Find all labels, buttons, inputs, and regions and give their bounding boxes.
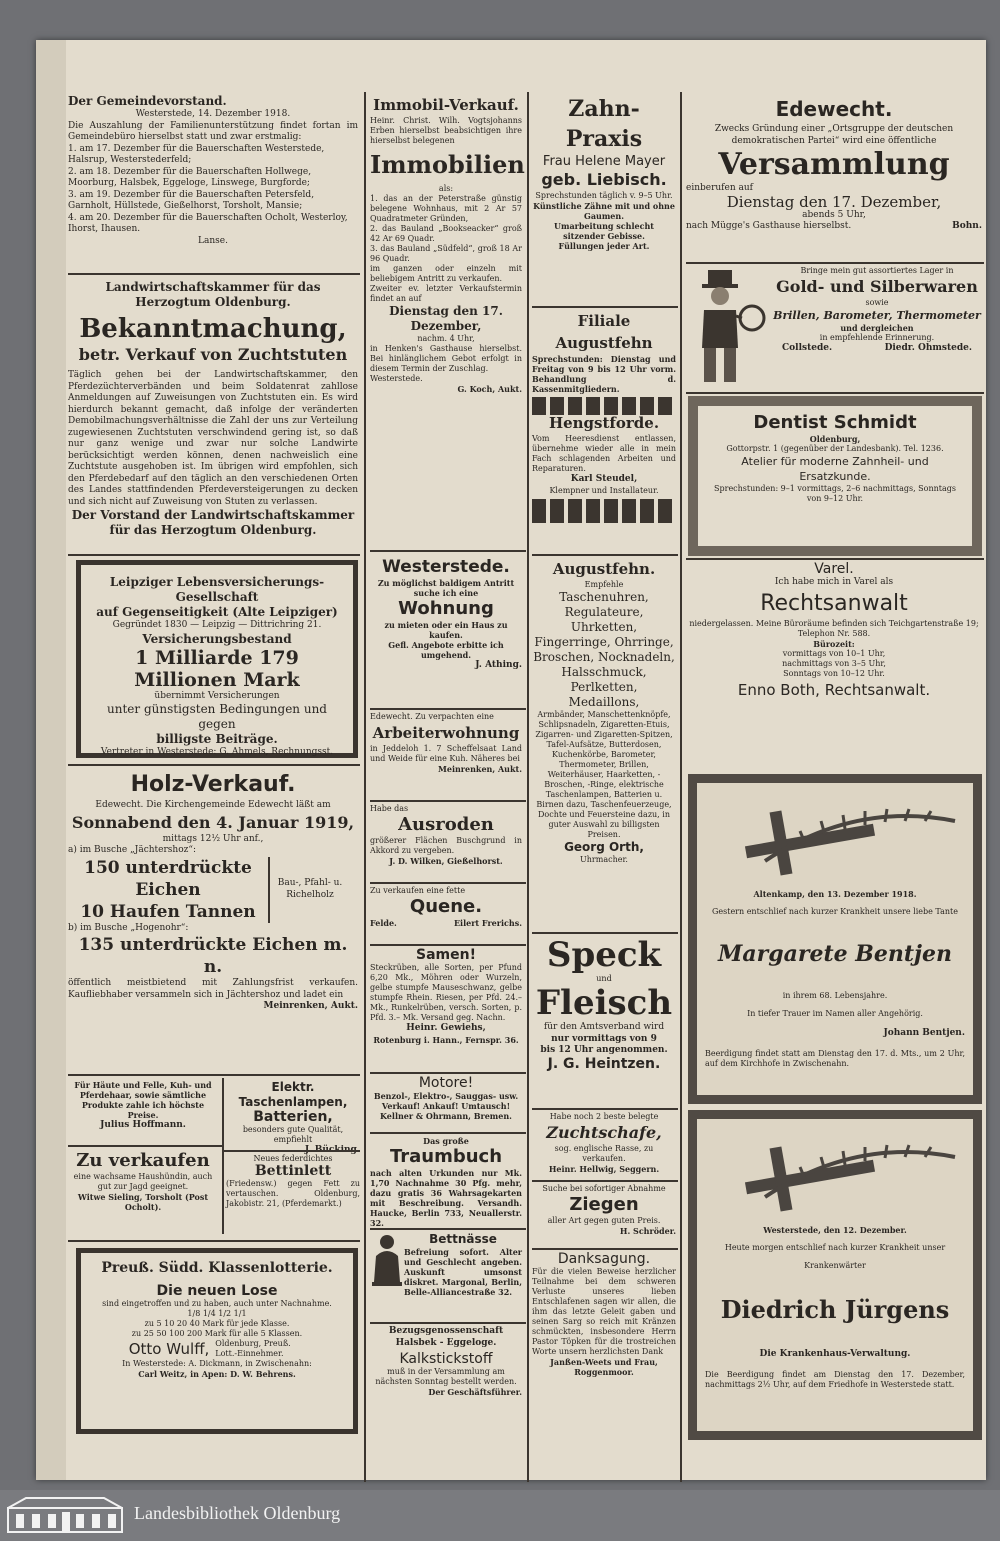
verkaufen-ad: [68, 1150, 218, 1234]
ad-line: sind eingetroffen und zu haben, auch unter Nachnahme.: [102, 1299, 332, 1308]
ad-line: Carl Weitz, in Apen: D. W. Behrens.: [138, 1369, 296, 1379]
ad-line: Zu verkaufen eine fette: [370, 886, 466, 895]
signature: Roggenmoor.: [574, 1367, 634, 1377]
section-rule: [532, 554, 678, 556]
list-item: Uhrketten,: [570, 620, 638, 634]
wohnung-ad: [370, 556, 522, 706]
signature: Felde.: [370, 918, 397, 928]
ad-line: (Friedensw.) gegen Fett zu vertauschen. Oldenburg, Jakobistr. 21, (Pferdemarkt.): [226, 1179, 360, 1208]
ad-line: und dergleichen: [840, 323, 914, 333]
danksagung-ad: [532, 1252, 676, 1438]
signature: Julius Hoffmann.: [100, 1120, 186, 1130]
traumbuch-ad: [370, 1136, 522, 1226]
ad-line: Zwecks Gründung einer „Ortsgruppe der deutschen demokratischen Partei“ wird eine öffentliche: [714, 124, 954, 146]
ad-line: Neues federdichtes: [253, 1154, 333, 1163]
ad-title: geb. Liebisch.: [541, 170, 667, 189]
ad-line: als:: [438, 184, 454, 193]
ad-line: Steckrüben, alle Sorten, per Pfund 6,20 Mk., Möhren oder Wurzeln, gelbe stumpfe Mauseschwanz, gelbe stumpfe Rhein. Riesen, per Pfd. 24.– Mk., Runkelrüben, versch. Sorten, p. Pfd. 3.– Mk. Versand geg. Nachn.: [370, 963, 522, 1022]
ad-line: 1/8 1/4 1/2 1/1: [187, 1309, 247, 1318]
lotterie-ad: [76, 1248, 358, 1434]
list-item: 2. am 18. Dezember für die Bauerschaften Hollwege, Moorburg, Halsbek, Eggeloge, Linswege, Burgforde;: [68, 166, 312, 188]
ad-line: für den Amtsverband wird: [543, 1022, 665, 1032]
list-item: 4. am 20. Dezember für die Bauerschaften Ocholt, Westerloy, Ihorst, Ihausen.: [68, 212, 348, 234]
bettinlett-ad: [226, 1154, 360, 1236]
signature: Rotenburg i. Hann., Fernspr. 36.: [373, 1034, 519, 1045]
ad-line: in Henken's Gasthause hierselbst. Bei hinlänglichem Gebot erfolgt in diesem Termin der Zuschlag.: [370, 344, 522, 373]
list-item: 1. am 17. Dezember für die Bauerschaften Westerstede, Halsrup, Westerstederfeld;: [68, 143, 325, 165]
notice-subtitle: betr. Verkauf von Zuchtstuten: [78, 345, 348, 364]
ad-line: Umarbeitung schlecht sitzender Gebisse.: [554, 221, 654, 241]
notice-title: Bekanntmachung,: [79, 314, 347, 344]
ad-line: Heinr. Christ. Wilh. Vogtsjohanns Erben hierselbst beabsichtigen ihre hierselbst belegenen: [370, 116, 522, 145]
ad-line: zu 5 10 20 40 Mark für jede Klasse.: [144, 1319, 290, 1328]
list-item: 3. am 19. Dezember für die Bauerschaften Petersfeld, Garnholt, Hüllstede, Gießelhorst, Torsholt, Mansie;: [68, 189, 315, 211]
watchmaker-figure-icon: [686, 270, 768, 388]
signature: Johann Bentjen.: [883, 1028, 965, 1038]
ad-line: Sprechstunden: Dienstag und Freitag von 9 bis 12 Uhr vorm. Behandlung d. Kassenmitgliedern.: [532, 354, 676, 394]
section-rule: [532, 306, 678, 308]
section-rule: [686, 558, 984, 560]
signature: Lanse.: [198, 235, 228, 246]
signature: J. G. Heintzen.: [547, 1055, 661, 1072]
zahn-praxis-ad: [532, 94, 676, 304]
section-rule: [532, 1108, 678, 1110]
ad-line: In Westerstede: A. Dickmann, in Zwischenahn:: [122, 1359, 312, 1368]
ad-title: Wohnung: [398, 598, 494, 619]
ad-line: Krankenwärter: [804, 1261, 866, 1270]
ad-title: Motore!: [418, 1075, 474, 1091]
ad-line: Sonntags von 10–12 Uhr.: [783, 668, 885, 678]
augustfehn-ad: [532, 558, 676, 930]
ad-line: übernimmt Versicherungen: [154, 690, 280, 701]
ad-line: billigste Beiträge.: [156, 732, 278, 746]
ad-title: Holz-Verkauf.: [130, 772, 296, 797]
ad-name: Otto Wulff,: [128, 1339, 210, 1358]
ad-line: Zweiter ev. letzter Verkaufstermin findet an auf: [370, 284, 522, 303]
section-rule: [68, 554, 360, 556]
section-rule: [68, 1145, 222, 1147]
ad-head: Bezugsgenossenschaft Halsbek - Eggeloge.: [388, 1326, 504, 1348]
gold-silber-ad: [686, 266, 982, 392]
ad-title: Gold- und Silberwaren: [776, 277, 978, 296]
ad-line: Benzol-, Elektro-, Sauggas- usw. Verkauf! Ankauf! Umtausch! Kellner & Ohrmann, Bremen.: [373, 1091, 519, 1121]
signature: Heinr. Hellwig, Seggern.: [548, 1164, 660, 1174]
ad-title: Zuchtschafe,: [546, 1123, 662, 1142]
ad-line: Ich habe mich in Varel als: [774, 577, 894, 587]
deceased-name: Diedrich Jürgens: [720, 1295, 950, 1324]
ad-line: a) im Busche „Jächtershoz“:: [68, 845, 196, 855]
ad-date: Dienstag den 17. Dezember,: [726, 192, 942, 211]
section-rule: [532, 1248, 678, 1250]
ad-title: Samen!: [416, 947, 476, 963]
ad-line: muß in der Versammlung am nächsten Sonntag bestellt werden.: [375, 1367, 517, 1386]
signature: Janßen-Weets und Frau,: [550, 1357, 658, 1367]
ad-line: Atelier für moderne Zahnheil- und Ersatzkunde.: [741, 455, 929, 483]
ad-line: bis 12 Uhr angenommen.: [540, 1045, 668, 1055]
signature: Georg Orth,: [564, 840, 644, 854]
ad-date: Dienstag den 17. Dezember,: [389, 304, 503, 333]
list-item: 1. das an der Peterstraße günstig belegene Wohnhaus, mit 2 Ar 57 Quadratmeter Gründen,: [370, 194, 522, 223]
ad-line: auf Gegenseitigkeit (Alte Leipziger): [96, 605, 338, 619]
ad-line: Edewecht. Zu verpachten eine: [370, 712, 494, 721]
deceased-name: Margarete Bentjen: [718, 941, 952, 967]
ad-line: aller Art gegen guten Preis.: [547, 1216, 661, 1225]
signature: Diedr. Ohmstede.: [884, 343, 972, 353]
list-item: Halsschmuck, Perlketten,: [561, 665, 647, 694]
ad-line: Bringe mein gut assortiertes Lager in: [800, 266, 954, 275]
signature: Der Vorstand der Landwirtschaftskammer: [71, 508, 355, 522]
ad-line: Das große: [423, 1136, 469, 1146]
section-rule: [686, 262, 984, 264]
filiale-ad: [532, 310, 676, 410]
dateline: Altenkamp, den 13. Dezember 1918.: [753, 889, 917, 899]
signature: Collstede.: [782, 343, 833, 353]
column-rule: [680, 92, 682, 1482]
ad-head: Immobil-Verkauf.: [373, 96, 519, 114]
dateline: Westerstede, 14. Dezember 1918.: [135, 109, 291, 119]
ad-line: nach Mügge's Gasthause hierselbst.: [686, 221, 852, 231]
death-notice-juergens: [688, 1110, 982, 1440]
signature: für das Herzogtum Oldenburg.: [109, 523, 317, 537]
page-binding-edge: [36, 40, 66, 1480]
section-rule: [68, 764, 360, 766]
ad-date: Sonnabend den 4. Januar 1919,: [71, 812, 355, 832]
section-rule: [686, 392, 984, 394]
ad-line: Die Beerdigung findet am Dienstag den 17. Dezember, nachmittags 2½ Uhr, auf dem Friedhofe in Westerstede statt.: [705, 1369, 965, 1389]
ad-line: im ganzen oder einzeln mit beliebigem Antritt zu verkaufen.: [370, 264, 522, 283]
ad-line: Suche bei sofortiger Abnahme: [542, 1184, 666, 1193]
section-rule: [370, 550, 526, 552]
section-rule: [532, 1180, 678, 1182]
section-rule: [370, 882, 526, 884]
immobil-ad: [370, 94, 525, 554]
signature: Eilert Frerichs.: [453, 918, 522, 928]
notice-body: Täglich gehen bei der Landwirtschaftskammer, den Pferdezüchterverbänden und beim Soldatenrat zahllose Anmeldungen auf Zuweisungen von Zuchtstuten ein. Es wird hierdurch bekannt gemacht, daß infolge der veränderten Demobilmachungsverhältnisse die Zahl der uns zur Verteilung zugewiesenen Zuchtstuten verschwindend gering ist, so daß nur ganz wenige und zwar nur solche Landwirte berücksichtigt werden können, denen nachweislich eine Zuchtstute ausgehoben ist. Im übrigen wird empfohlen, sich den Pferdebedarf auf den täglich an den verschiedenen Orten des Landes stattfindenden Pferdeversteigerungen zu decken und sich nicht auf Zuweisung von Stuten zu verlassen.: [68, 370, 358, 507]
ad-head: Preuß. Südd. Klassenlotterie.: [101, 1260, 333, 1276]
section-rule: [370, 1072, 526, 1074]
ad-line: abends 5 Uhr,: [802, 209, 866, 220]
ad-line: Füllungen jeder Art.: [558, 241, 650, 251]
ad-town: Varel.: [814, 561, 854, 577]
list-item: Taschenuhren, Regulateure,: [559, 590, 649, 619]
newspaper-page: [36, 40, 986, 1480]
ad-title: Danksagung.: [557, 1251, 651, 1267]
ad-line: Oldenburg, Preuß. Lott.-Einnehmer.: [215, 1339, 291, 1358]
bezugsgenossenschaft-ad: [370, 1326, 522, 1436]
zuchtschafe-ad: [532, 1112, 676, 1178]
section-rule: [224, 1150, 360, 1152]
ad-line: Klempner und Installateur.: [549, 485, 659, 495]
ad-line: Frau Helene Mayer: [542, 154, 666, 169]
ad-town: Westerstede.: [382, 557, 510, 577]
taschenlampen-ad: [226, 1080, 360, 1148]
column-rule: [222, 1078, 224, 1234]
ad-line: mittags 12½ Uhr anf.,: [162, 833, 264, 844]
ad-line: Vertreter in Westerstede: G. Ahmels, Rechnungsst.: [100, 747, 334, 757]
arbeiterwohnung-ad: [370, 712, 522, 798]
section-rule: [370, 944, 526, 946]
ad-line: Bürozeit:: [813, 638, 855, 649]
ad-item: 10 Haufen Tannen: [80, 901, 256, 922]
ad-title: Zu verkaufen: [76, 1150, 210, 1171]
ad-title: Ausroden: [398, 814, 494, 835]
ad-line: Armbänder, Manschettenknöpfe, Schlipsnadeln, Zigaretten-Etuis, Zigarren- und Zigaretten-Spitzen, Tafel-Aufsätze, Butterdosen, Kuchenkörbe, Barometer, Thermometer, Brillen, Weiterhäuser, Haarketten, -Broschen, -Ringe, elektrische Taschenlampen, Batterien u. Birnen dazu, Taschenfeuerzeuge, Dochte und Feuersteine dazu, in guter Auswahl zu billigsten Preisen.: [535, 710, 673, 839]
ad-line: Gefl. Angebote erbitte ich umgehend.: [388, 640, 504, 660]
ad-title: Bettnässe: [429, 1232, 497, 1246]
library-name: Landesbibliothek Oldenburg: [134, 1503, 341, 1523]
signature: J. Athing.: [475, 660, 522, 670]
ad-line: und: [596, 974, 612, 983]
signature: J. D. Wilken, Gießelhorst.: [389, 856, 503, 866]
ad-line: einberufen auf: [686, 183, 753, 193]
ad-line: zu mieten oder ein Haus zu kaufen.: [384, 620, 508, 640]
ad-line: Sprechstunden täglich v. 9–5 Uhr.: [535, 191, 673, 200]
ad-title: Quene.: [409, 896, 483, 917]
ad-line: besonders gute Qualität, empfiehlt: [242, 1125, 344, 1144]
section-rule: [370, 708, 526, 710]
ad-line: nach alten Urkunden nur Mk. 1,70 Nachnahme 30 Pfg. mehr, dazu gratis 36 Wahrsagekarten mit Beschreibung. Versandh. Haucke, Berlin 733, Neuallerstr. 32.: [370, 1168, 522, 1228]
section-rule: [370, 1322, 526, 1324]
signature: Heinr. Gewiehs,: [406, 1023, 486, 1033]
list-item: 2. das Bauland „Bookseacker“ groß 42 Ar 69 Quadr.: [370, 224, 522, 243]
ad-line: Oldenburg,: [809, 434, 861, 444]
notice-intro: Die Auszahlung der Familienunterstützung findet fortan im Gemeindebüro hierselbst statt und zwar erstmalig:: [68, 120, 358, 142]
ad-town: Edewecht.: [775, 97, 893, 121]
ad-line: nur vormittags von 9: [551, 1033, 657, 1044]
ad-line: sog. englische Rasse, zu verkaufen.: [554, 1144, 654, 1163]
section-rule: [370, 1132, 526, 1134]
ad-title: Hengstforde.: [548, 414, 660, 432]
ad-line: Elektr. Taschenlampen,: [238, 1080, 348, 1109]
ad-line: Befreiung sofort. Alter und Geschlecht angeben. Auskunft umsonst diskret. Margonal, Berlin, Belle-Alliancestraße 32.: [404, 1247, 522, 1297]
ad-title: Fleisch: [535, 983, 673, 1023]
haeute-ad: [68, 1080, 218, 1142]
ad-line: unter günstigsten Bedingungen und gegen: [107, 702, 327, 731]
ad-title: Versammlung: [718, 147, 950, 182]
ad-line: nachm. 4 Uhr,: [417, 334, 475, 343]
ad-title: Arbeiterwohnung: [372, 724, 520, 742]
ad-line: Habe noch 2 beste belegte: [549, 1112, 659, 1121]
ad-title: Dentist Schmidt: [753, 412, 917, 433]
ad-headline: 1 Milliarde 179 Millionen Mark: [134, 646, 300, 691]
section-rule: [68, 1074, 360, 1076]
motore-ad: [370, 1076, 522, 1130]
ad-line: sowie: [865, 298, 889, 307]
ad-line: in Jeddeloh 1. 7 Scheffelsaat Land und Weide für eine Kuh. Näheres bei: [370, 744, 522, 763]
holz-verkauf-ad: [68, 770, 358, 1070]
notice-head: Der Gemeindevorstand.: [68, 94, 227, 108]
signature: Bohn.: [952, 221, 982, 231]
list-item: Broschen, Nocknadeln,: [533, 650, 675, 664]
signature: Enno Both, Rechtsanwalt.: [737, 680, 931, 699]
quene-ad: [370, 886, 522, 942]
column-rule: [364, 92, 366, 1482]
signature: H. Schröder.: [619, 1226, 676, 1236]
death-notice-bentjen: [688, 774, 982, 1104]
list-item: Fingerringe, Ohrringe,: [534, 635, 674, 649]
ad-title: Die neuen Lose: [156, 1283, 278, 1299]
kammer-notice: [68, 280, 358, 550]
ad-title: Traumbuch: [389, 1146, 503, 1167]
ad-line: größerer Flächen Buschgrund in Akkord zu vergeben.: [370, 836, 522, 855]
gemeinde-notice: [68, 94, 358, 270]
notice-head: Landwirtschaftskammer für das Herzogtum Oldenburg.: [105, 280, 321, 309]
ad-line: öffentlich meistbietend mit Zahlungsfrist verkaufen. Kaufliebhaber versammeln sich in Jächtershoz und ladet ein: [68, 978, 358, 1000]
ad-line: eine wachsame Haushündin, auch gut zur Jagd geeignet.: [73, 1172, 213, 1191]
ad-line: Empfehle: [584, 580, 624, 589]
ad-head: Zahn-Praxis: [565, 96, 643, 152]
ad-title: Kalkstickstoff: [399, 1351, 493, 1367]
ornament-border: [532, 499, 676, 523]
signature: Der Geschäftsführer.: [428, 1387, 522, 1397]
cross-palm-icon: [705, 1127, 965, 1217]
list-item: 3. das Bauland „Südfeld“, groß 18 Ar 96 Quadr.: [370, 244, 522, 263]
dentist-ad: [688, 396, 982, 556]
samen-ad: [370, 948, 522, 1070]
ad-line: Für die vielen Beweise herzlicher Teilnahme bei dem schweren Verluste unseres lieben Entschlafenen sagen wir allen, die ihm das letzte Geleit gaben und seinen Sarg so reich mit Kränzen schmückten, insbesondere Herrn Pastor Töpken für die trostreichen Worte unsern herzlichsten Dank: [532, 1267, 676, 1356]
ad-line: in ihrem 68. Lebensjahre.: [782, 991, 888, 1000]
ad-line: Edewecht. Die Kirchengemeinde Edewecht läßt am: [95, 800, 331, 810]
section-rule: [370, 1228, 526, 1230]
ad-line: in empfehlende Erinnerung.: [819, 333, 935, 342]
cross-palm-icon: [705, 791, 965, 881]
section-rule: [532, 932, 678, 934]
ad-title: Ziegen: [569, 1194, 639, 1215]
ad-line: Sprechstunden: 9–1 vormittags, 2–6 nachmittags, Sonntags von 9–12 Uhr.: [714, 484, 956, 503]
ad-line: Beerdigung findet statt am Dienstag den 17. d. Mts., um 2 Uhr, auf dem Kirchhofe in Zwischenahn.: [705, 1048, 965, 1068]
edewecht-ad: [686, 94, 982, 260]
ad-line: Batterien,: [253, 1109, 333, 1125]
ad-line: Habe das: [370, 804, 409, 813]
hengstforde-ad: [532, 412, 676, 552]
ad-line: Gestern entschlief nach kurzer Krankheit unsere liebe Tante: [712, 907, 958, 916]
ad-title: Bettinlett: [254, 1163, 332, 1179]
signature: Die Krankenhaus-Verwaltung.: [759, 1349, 911, 1359]
signature: Meinrenken, Aukt.: [263, 1001, 358, 1011]
ad-line: zu 25 50 100 200 Mark für alle 5 Klassen.: [131, 1329, 303, 1338]
list-item: Medaillons,: [568, 695, 640, 709]
figure-icon: [370, 1232, 404, 1288]
ausroden-ad: [370, 804, 522, 880]
ad-line: Für Häute und Felle, Kuh- und Pferdehaar, sowie sämtliche Produkte zahle ich höchste Preise.: [74, 1080, 212, 1120]
section-rule: [68, 273, 360, 275]
ad-line: Versicherungsbestand: [142, 631, 292, 646]
ad-title: Speck: [546, 935, 662, 975]
section-rule: [68, 1240, 360, 1242]
ad-line: Heute morgen entschlief nach kurzer Krankheit unser: [724, 1243, 946, 1252]
ad-line: Gegründet 1830 — Leipzig — Dittrichring 21.: [112, 620, 322, 630]
section-rule: [370, 800, 526, 802]
bettnaesse-ad: [370, 1232, 522, 1320]
signature: G. Koch, Aukt.: [457, 384, 522, 394]
library-building-icon: [6, 1494, 124, 1534]
signature: Meinrenken, Aukt.: [438, 764, 522, 774]
ad-line: Gottorpstr. 1 (gegenüber der Landesbank). Tel. 1236.: [726, 444, 944, 453]
library-footer: [0, 1490, 1000, 1541]
ad-item: 150 unterdrückte Eichen: [84, 857, 252, 900]
ad-line: In tiefer Trauer im Namen aller Angehörig.: [747, 1009, 923, 1018]
ad-title: Immobilien: [370, 150, 525, 179]
leipziger-ad: [76, 560, 358, 758]
ad-item: 135 unterdrückte Eichen m. n.: [78, 935, 348, 977]
signature: Karl Steudel,: [570, 474, 638, 484]
ad-line: Uhrmacher.: [580, 855, 628, 864]
ad-line: nachmittags von 3–5 Uhr,: [782, 658, 886, 668]
ad-line: Zu möglichst baldigem Antritt suche ich eine: [377, 578, 515, 598]
ad-line: b) im Busche „Hogenohr“:: [68, 922, 189, 933]
ad-line: Westerstede.: [370, 374, 423, 383]
ad-line: niedergelassen. Meine Büroräume befinden sich Teichgartenstraße 19; Telephon Nr. 588.: [689, 618, 979, 638]
ad-title: Filiale Augustfehn: [555, 312, 653, 352]
column-rule: [527, 92, 529, 1482]
ad-line: Brillen, Barometer, Thermometer: [773, 309, 981, 322]
ad-title: Augustfehn.: [552, 560, 656, 578]
ad-line: Vom Heeresdienst entlassen, übernehme wieder alle in mein Fach schlagenden Arbeiten und Reparaturen.: [532, 434, 676, 473]
ad-title: Rechtsanwalt: [760, 590, 908, 616]
ad-line: Künstliche Zähne mit und ohne Gaumen.: [533, 201, 675, 221]
signature: Witwe Sieling, Torsholt (Post Ocholt).: [77, 1192, 209, 1212]
ad-line: vormittags von 10–1 Uhr,: [782, 648, 886, 658]
ziegen-ad: [532, 1184, 676, 1246]
dateline: Westerstede, den 12. Dezember.: [763, 1225, 907, 1235]
rechtsanwalt-ad: [686, 562, 982, 762]
ad-aside: Bau-, Pfahl- u. Richelholz: [277, 878, 343, 900]
ad-line: Leipziger Lebensversicherungs-Gesellschaft: [109, 575, 325, 604]
speck-fleisch-ad: [532, 936, 676, 1108]
